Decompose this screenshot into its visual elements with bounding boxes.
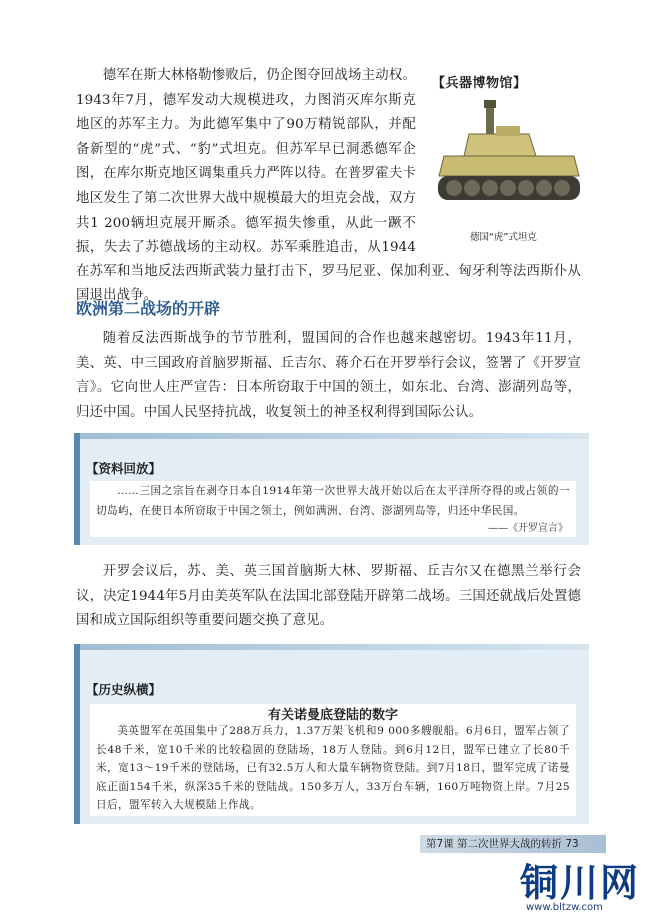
watermark-url: www.bltzw.com <box>526 902 603 913</box>
normandy-title: 有关诺曼底登陆的数字 <box>267 708 398 723</box>
tank-caption: 德国“虎”式坦克 <box>470 232 537 243</box>
page-footer: 第7课 第二次世界大战的转折 73 <box>420 835 606 853</box>
cairo-declaration-quote: ……三国之宗旨在剥夺日本自1914年第一次世界大战开始以后在太平洋所夺得的或占领的一切岛屿，在使日本所窃取于中国之领土，例如满洲、台湾、澎湖列岛等，归还中华民国。 <box>96 485 570 517</box>
history-panorama-label: 【历史纵横】 <box>86 682 162 697</box>
history-panorama-box <box>74 644 589 824</box>
material-review-panel <box>90 481 576 537</box>
site-watermark <box>520 856 648 918</box>
material-review-box <box>74 433 589 545</box>
paragraph-kursk: 德军在斯大林格勒惨败后，仍企图夺回战场主动权。1943年7月，德军发动大规模进攻，力图消灭库尔斯克地区的苏军主力。为此德军集中了90万精锐部队，并配备新型的“虎”式、“豹”式坦克。但苏军早已洞悉德军企图，在库尔斯克地区调集重兵力严阵以待。在普罗霍夫卡地区发生了第二次世界大战中规模最大的坦克会战，双方共1 200辆坦克展开厮杀。德军损失惨重，从此一蹶不振，失去了苏德战场的主动权。苏军乘胜追击，从1944 <box>76 68 416 256</box>
section-title: 欧洲第二战场的开辟 <box>76 299 221 318</box>
normandy-figures-text: 美英盟军在英国集中了288万兵力，1.37万架飞机和9 000多艘舰船。6月6日，盟军占领了长48千米，宽10千米的比较稳固的登陆场，18万人登陆。到6月12日，盟军已建立了长80千米，宽13～19千米的登陆场，已有32.5万人和大量车辆物资登陆。到7月18日，盟军完成了诺曼底正面154千米，纵深35千米的登陆战。150多万人，33万台车辆，160万吨物资上岸。7月25日后，盟军转入大规模陆上作战。 <box>96 725 570 811</box>
material-review-label: 【资料回放】 <box>86 461 162 476</box>
history-panorama-panel <box>90 704 576 816</box>
tiger-tank-image <box>434 94 584 214</box>
tank-icon <box>434 94 584 214</box>
watermark-logo-text: 铜川网 <box>520 860 641 905</box>
quote-source: ——《开罗宣言》 <box>488 523 568 534</box>
paragraph-kursk-continued: 在苏军和当地反法西斯武装力量打击下，罗马尼亚、保加利亚、匈牙利等法西斯仆从国退出战争。 <box>76 264 581 303</box>
paragraph-cairo: 随着反法西斯战争的节节胜利，盟国间的合作也越来越密切。1943年11月，美、英、中三国政府首脑罗斯福、丘吉尔、蒋介石在开罗举行会议，签署了《开罗宣言》。它向世人庄严宣告：日本所窃取于中国的领土，如东北、台湾、澎湖列岛等，归还中国。中国人民坚持抗战，收复领土的神圣权利得到国际公认。 <box>76 331 581 420</box>
sidebar-label-weapons-museum: 【兵器博物馆】 <box>432 76 527 91</box>
paragraph-tehran: 开罗会议后，苏、美、英三国首脑斯大林、罗斯福、丘吉尔又在德黑兰举行会议，决定1944年5月由美英军队在法国北部登陆开辟第二战场。三国还就战后处置德国和成立国际组织等重要问题交换了意见。 <box>76 564 581 629</box>
